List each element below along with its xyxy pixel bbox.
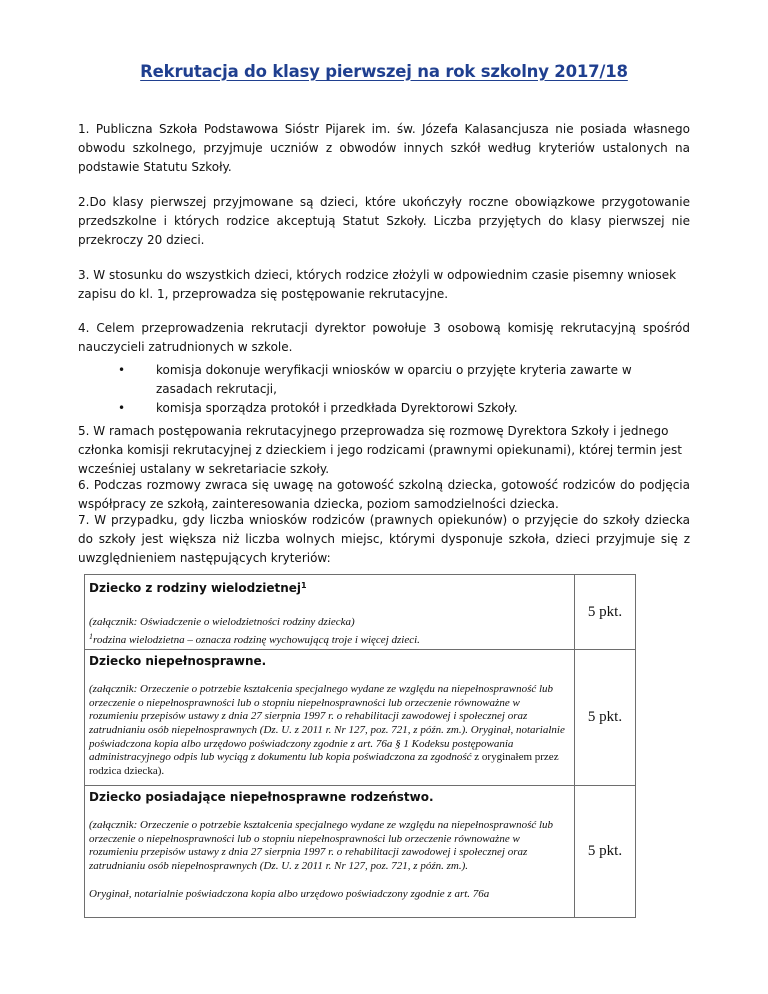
criterion-attachment: (załącznik: Oświadczenie o wielodzietności rodziny dziecka): [89, 616, 355, 628]
criterion-heading: Dziecko z rodziny wielodzietnej$^1$: [89, 581, 307, 595]
criterion-heading: Dziecko niepełnosprawne.: [89, 654, 267, 669]
page-title: Rekrutacja do klasy pierwszej na rok szkolny 2017/18: [140, 62, 628, 81]
list-item: [78, 361, 690, 399]
criterion-points: 5 pkt.: [575, 575, 636, 650]
criterion-attachment: (załącznik: Orzeczenie o potrzebie kształcenia specjalnego wydane ze względu na niepełnosprawność lub orzeczenie o niepełnosprawności lub o stopniu niepełnosprawności lub orzeczenie równoważne w rozumieniu przepisów ustawy z dnia 27 sierpnia 1997 r. o rehabilitacji zawodowej i społecznej oraz zatrudnianiu osób niepełnosprawnych (Dz. U. z 2011 r. Nr 127, poz. 721, z późn. zm.). Oryginał, notarialnie poświadczona kopia albo urzędowo poświadczony zgodnie z art. 76a § 1 Kodeksu postępowania administracyjnego odpis lub wyciąg z dokumentu lub kopia poświadczona za zgodność z oryginałem przez rodzica dziecka).: [89, 683, 565, 777]
commission-task-list: [78, 361, 690, 418]
criterion-description: [85, 786, 575, 918]
paragraph-2: 2.Do klasy pierwszej przyjmowane są dzieci, które ukończyły roczne obowiązkowe przygotowanie przedszkolne i których rodzice akceptują Statut Szkoły. Liczba przyjętych do klasy pierwszej nie przekroczy 20 dzieci.: [78, 195, 690, 247]
criterion-footnote: $^1$rodzina wielodzietna – oznacza rodzinę wychowującą troje i więcej dzieci.: [89, 631, 420, 646]
bullet-icon: •: [118, 401, 126, 415]
criterion-heading: Dziecko posiadające niepełnosprawne rodzeństwo.: [89, 790, 434, 805]
list-item: [78, 399, 690, 418]
paragraph-3: 3. W stosunku do wszystkich dzieci, których rodzice złożyli w odpowiednim czasie pisemny wniosek zapisu do kl. 1, przeprowadza się postępowanie rekrutacyjne.: [78, 268, 677, 301]
criterion-points: 5 pkt.: [575, 650, 636, 786]
table-row: [85, 650, 636, 786]
criterion-attachment: (załącznik: Orzeczenie o potrzebie kształcenia specjalnego wydane ze względu na niepełnosprawność lub orzeczenie o niepełnosprawności lub o stopniu niepełnosprawności lub orzeczenie równoważne w rozumieniu przepisów ustawy z dnia 27 sierpnia 1997 r. o rehabilitacji zawodowej i społecznej oraz zatrudnianiu osób niepełnosprawnych (Dz. U. z 2011 r. Nr 127, poz. 721, z późn. zm.).: [89, 819, 554, 872]
criterion-description: [85, 575, 575, 650]
paragraph-1: 1. Publiczna Szkoła Podstawowa Sióstr Pijarek im. św. Józefa Kalasancjusza nie posiada własnego obwodu szkolnego, przyjmuje uczniów z obwodów innych szkół według kryteriów ustalonych na podstawie Statutu Szkoły.: [78, 122, 690, 174]
criteria-table: [84, 574, 636, 918]
paragraph-6: 6. Podczas rozmowy zwraca się uwagę na gotowość szkolną dziecka, gotowość rodziców do podjęcia współpracy ze szkołą, zainteresowania dziecka, poziom samodzielności dziecka.: [78, 478, 690, 511]
paragraph-7: 7. W przypadku, gdy liczba wniosków rodziców (prawnych opiekunów) o przyjęcie do szkoły dziecka do szkoły jest większa niż liczba wolnych miejsc, którymi dysponuje szkoła, dzieci przyjmuje się z uwzględnieniem następujących kryteriów:: [78, 513, 690, 565]
criterion-attachment-continued: Oryginał, notarialnie poświadczona kopia albo urzędowo poświadczony zgodnie z art. 76a: [89, 887, 490, 900]
table-row: [85, 575, 636, 650]
criterion-description: [85, 650, 575, 786]
footnote-marker: 1: [301, 581, 307, 590]
bullet-icon: •: [118, 363, 126, 377]
list-item-text: komisja sporządza protokół i przedkłada Dyrektorowi Szkoły.: [156, 401, 518, 415]
paragraph-5: 5. W ramach postępowania rekrutacyjnego przeprowadza się rozmowę Dyrektora Szkoły i jednego członka komisji rekrutacyjnej z dzieckiem i jego rodzicami (prawnymi opiekunami), której termin jest wcześniej ustalany w sekretariacie szkoły.: [78, 424, 682, 476]
table-row: [85, 786, 636, 918]
paragraph-4: 4. Celem przeprowadzenia rekrutacji dyrektor powołuje 3 osobową komisję rekrutacyjną spośród nauczycieli zatrudnionych w szkole.: [78, 321, 690, 354]
criterion-points: 5 pkt.: [575, 786, 636, 918]
list-item-text: komisja dokonuje weryfikacji wniosków w oparciu o przyjęte kryteria zawarte w zasadach rekrutacji,: [156, 363, 632, 396]
